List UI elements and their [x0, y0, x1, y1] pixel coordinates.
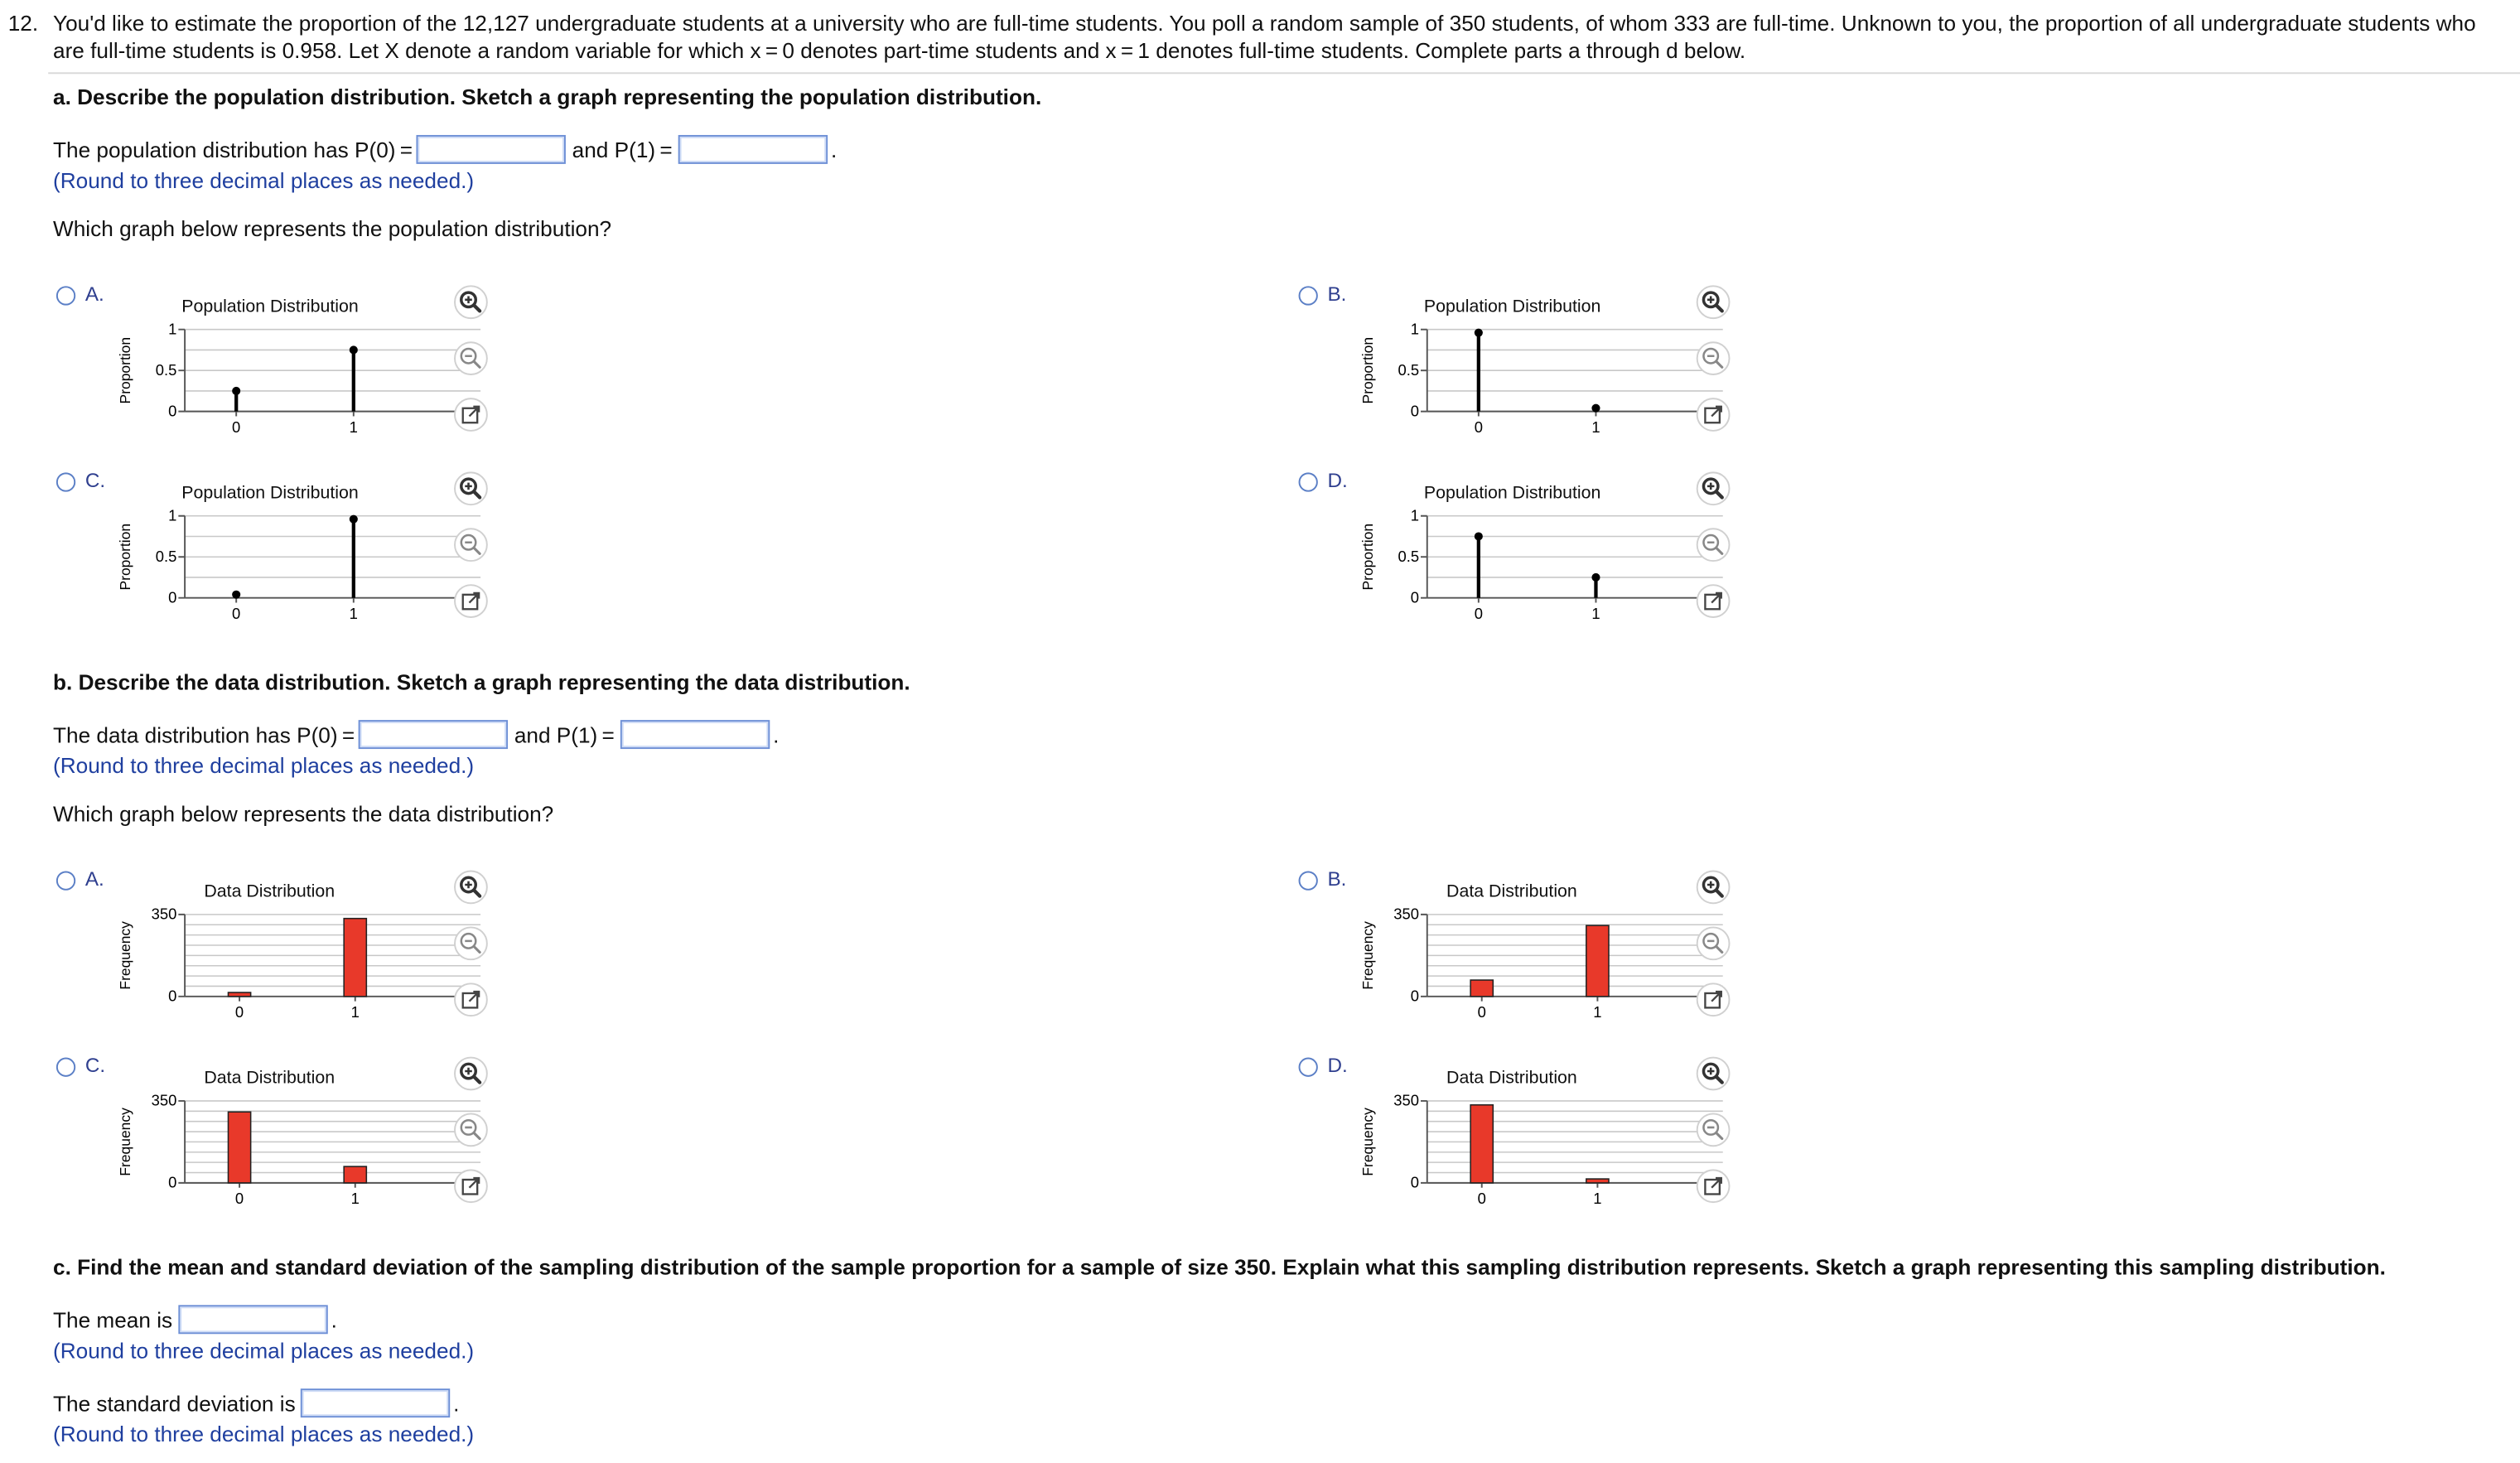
data-option-d-zoom-in-icon[interactable] — [1696, 1056, 1731, 1092]
population-graph-title: Population Distribution — [181, 297, 359, 317]
population-option-d-open-new-window-icon[interactable] — [1696, 583, 1731, 619]
data-option-b-open-new-window-icon[interactable] — [1696, 982, 1731, 1017]
part-b-p1-input[interactable] — [620, 720, 770, 749]
population-option-letter[interactable]: D. — [1327, 469, 1348, 492]
data-bar-x1 — [1586, 925, 1609, 997]
data-option-letter[interactable]: A. — [84, 867, 104, 891]
data-option-d-zoom-out-icon[interactable] — [1696, 1113, 1731, 1148]
data-chart[interactable] — [114, 1086, 500, 1247]
population-chart[interactable] — [114, 315, 500, 476]
population-x-tick-label: 1 — [349, 604, 358, 622]
data-y-axis-label: Frequency — [117, 921, 134, 990]
data-y-tick-label: 350 — [151, 905, 177, 923]
data-option-c-open-new-window-icon[interactable] — [453, 1168, 489, 1204]
data-y-axis-label: Frequency — [1359, 1108, 1376, 1176]
population-option-a-zoom-out-icon[interactable] — [453, 340, 489, 376]
data-option-a-open-new-window-icon[interactable] — [453, 982, 489, 1017]
part-b-p0-label: The data distribution has P(0) = — [53, 723, 355, 748]
part-a-p1-label: and P(1) = — [572, 138, 673, 162]
data-x-tick-label: 1 — [1593, 1003, 1602, 1021]
population-option-a-radio[interactable] — [56, 286, 75, 305]
population-point-x0 — [232, 591, 240, 599]
population-chart[interactable] — [114, 501, 500, 662]
population-point-x1 — [350, 345, 358, 354]
population-x-tick-label: 1 — [349, 418, 358, 436]
data-y-tick-label: 350 — [1393, 1091, 1420, 1109]
population-point-x0 — [232, 387, 240, 395]
population-y-tick-label: 0 — [1410, 402, 1420, 420]
population-y-tick-label: 1 — [168, 506, 177, 524]
part-a-graph-question: Which graph below represents the population distribution? — [53, 216, 612, 242]
data-graph-title: Data Distribution — [1446, 882, 1577, 902]
data-x-tick-label: 1 — [1593, 1190, 1602, 1208]
data-x-tick-label: 0 — [1477, 1190, 1486, 1208]
population-option-a-open-new-window-icon[interactable] — [453, 397, 489, 432]
population-x-tick-label: 0 — [232, 604, 241, 622]
data-option-c-radio[interactable] — [56, 1058, 75, 1077]
population-graph-title: Population Distribution — [1423, 483, 1601, 504]
population-y-tick-label: 0 — [168, 402, 177, 420]
data-chart[interactable] — [1356, 1086, 1742, 1247]
population-y-tick-label: 1 — [1410, 320, 1420, 338]
population-x-tick-label: 1 — [1591, 604, 1600, 622]
data-option-c-zoom-out-icon[interactable] — [453, 1113, 489, 1148]
population-y-tick-label: 0.5 — [1398, 361, 1420, 379]
population-y-tick-label: 0.5 — [155, 361, 177, 379]
population-option-d-zoom-out-icon[interactable] — [1696, 527, 1731, 563]
population-x-tick-label: 0 — [1474, 418, 1483, 436]
data-y-axis-label: Frequency — [1359, 921, 1376, 990]
data-bar-x0 — [228, 1112, 250, 1183]
population-option-letter[interactable]: C. — [84, 469, 106, 492]
population-x-tick-label: 0 — [1474, 604, 1483, 622]
data-option-d-radio[interactable] — [1299, 1058, 1318, 1077]
data-y-axis-label: Frequency — [117, 1108, 134, 1176]
population-graph-title: Population Distribution — [1423, 297, 1601, 317]
part-c-sd-label: The standard deviation is — [53, 1392, 296, 1417]
population-chart[interactable] — [1356, 315, 1742, 476]
part-b-p1-label: and P(1) = — [514, 723, 615, 748]
population-point-x1 — [350, 515, 358, 524]
population-option-b-open-new-window-icon[interactable] — [1696, 397, 1731, 432]
part-b-round-note: (Round to three decimal places as needed.) — [53, 753, 475, 778]
population-option-b-zoom-out-icon[interactable] — [1696, 340, 1731, 376]
data-option-a-zoom-out-icon[interactable] — [453, 925, 489, 961]
part-c-mean-label: The mean is — [53, 1308, 173, 1333]
data-option-b-zoom-in-icon[interactable] — [1696, 870, 1731, 905]
data-y-tick-label: 0 — [168, 1173, 177, 1191]
population-y-tick-label: 0 — [168, 588, 177, 606]
population-x-tick-label: 1 — [1591, 418, 1600, 436]
population-option-c-radio[interactable] — [56, 472, 75, 491]
population-graph-title: Population Distribution — [181, 483, 359, 504]
population-point-x0 — [1475, 532, 1483, 540]
data-x-tick-label: 0 — [234, 1003, 244, 1021]
part-c-sd-input[interactable] — [301, 1388, 450, 1417]
data-option-letter[interactable]: D. — [1327, 1054, 1348, 1077]
part-c-sd-period: . — [453, 1392, 460, 1417]
data-option-letter[interactable]: B. — [1327, 867, 1347, 891]
population-option-d-zoom-in-icon[interactable] — [1696, 471, 1731, 506]
data-chart[interactable] — [1356, 900, 1742, 1060]
part-b-p0-input[interactable] — [359, 720, 508, 749]
part-c-mean-round-note: (Round to three decimal places as needed.) — [53, 1339, 475, 1364]
population-point-x1 — [1591, 573, 1600, 582]
data-option-b-zoom-out-icon[interactable] — [1696, 925, 1731, 961]
data-option-b-radio[interactable] — [1299, 872, 1318, 891]
data-option-a-radio[interactable] — [56, 872, 75, 891]
population-option-a-zoom-in-icon[interactable] — [453, 284, 489, 320]
part-c-mean-period: . — [331, 1308, 337, 1333]
population-y-tick-label: 0.5 — [155, 548, 177, 566]
population-y-axis-label: Proportion — [1359, 523, 1376, 591]
question-number: 12. — [7, 11, 39, 36]
part-a-heading: a. Describe the population distribution. Sketch a graph representing the population distribution. — [53, 84, 1042, 109]
data-x-tick-label: 1 — [350, 1003, 360, 1021]
data-option-c-zoom-in-icon[interactable] — [453, 1056, 489, 1092]
data-option-letter[interactable]: C. — [84, 1054, 106, 1077]
population-option-b-zoom-in-icon[interactable] — [1696, 284, 1731, 320]
data-bar-x0 — [1470, 980, 1493, 997]
data-bar-x0 — [228, 992, 250, 997]
population-y-axis-label: Proportion — [117, 336, 134, 404]
data-x-tick-label: 0 — [234, 1190, 244, 1208]
problem-line-1: You'd like to estimate the proportion of the 12,127 undergraduate students at a university who are full-time students. You poll a random sample of 350 students, of whom 333 are full-time. Unknown to you, the proportion of all undergraduate students who — [53, 11, 2476, 36]
data-x-tick-label: 1 — [350, 1190, 360, 1208]
data-graph-title: Data Distribution — [1446, 1069, 1577, 1089]
population-option-c-open-new-window-icon[interactable] — [453, 583, 489, 619]
population-point-x0 — [1475, 329, 1483, 337]
data-bar-x0 — [1470, 1105, 1493, 1183]
data-bar-x1 — [1586, 1179, 1609, 1183]
population-y-tick-label: 0 — [1410, 588, 1420, 606]
part-c-sd-round-note: (Round to three decimal places as needed.) — [53, 1422, 475, 1447]
data-bar-x1 — [344, 1166, 366, 1183]
part-b-period: . — [773, 723, 780, 748]
population-option-b-radio[interactable] — [1299, 286, 1318, 305]
data-x-tick-label: 0 — [1477, 1003, 1486, 1021]
population-option-c-zoom-in-icon[interactable] — [453, 471, 489, 506]
part-b-graph-question: Which graph below represents the data distribution? — [53, 802, 554, 827]
problem-line-2: are full-time students is 0.958. Let X denote a random variable for which x = 0 denotes part-time students and x = 1 denotes full-time students. Complete parts a through d below. — [53, 37, 1746, 62]
population-option-d-radio[interactable] — [1299, 472, 1318, 491]
population-option-letter[interactable]: A. — [84, 282, 104, 306]
part-a-p0-input[interactable] — [416, 135, 565, 164]
population-y-tick-label: 1 — [168, 320, 177, 338]
data-y-tick-label: 0 — [1410, 1173, 1420, 1191]
data-y-tick-label: 0 — [168, 987, 177, 1005]
data-graph-title: Data Distribution — [204, 1069, 336, 1089]
part-c-mean-input[interactable] — [178, 1305, 327, 1334]
population-x-tick-label: 0 — [232, 418, 241, 436]
population-chart[interactable] — [1356, 501, 1742, 662]
data-option-a-zoom-in-icon[interactable] — [453, 870, 489, 905]
part-a-period: . — [831, 138, 838, 162]
divider — [48, 72, 2520, 74]
data-chart[interactable] — [114, 900, 500, 1060]
part-b-heading: b. Describe the data distribution. Sketch a graph representing the data distribution. — [53, 670, 910, 695]
population-point-x1 — [1591, 404, 1600, 413]
population-option-letter[interactable]: B. — [1327, 282, 1347, 306]
part-c-heading: c. Find the mean and standard deviation of the sampling distribution of the sample proportion for a sample of size 350. Explain what this sampling distribution represents. Sketch a graph representing this sampling distribution. — [53, 1255, 2386, 1280]
population-y-tick-label: 1 — [1410, 506, 1420, 524]
population-option-c-zoom-out-icon[interactable] — [453, 527, 489, 563]
data-graph-title: Data Distribution — [204, 882, 336, 902]
data-y-tick-label: 0 — [1410, 987, 1420, 1005]
population-y-tick-label: 0.5 — [1398, 548, 1420, 566]
population-y-axis-label: Proportion — [117, 523, 134, 591]
data-y-tick-label: 350 — [1393, 905, 1420, 923]
population-y-axis-label: Proportion — [1359, 336, 1376, 404]
part-a-p0-label: The population distribution has P(0) = — [53, 138, 413, 162]
data-bar-x1 — [344, 919, 366, 997]
data-option-d-open-new-window-icon[interactable] — [1696, 1168, 1731, 1204]
problem-text — [53, 12, 2512, 65]
part-a-p1-input[interactable] — [678, 135, 828, 164]
part-a-round-note: (Round to three decimal places as needed.) — [53, 168, 475, 193]
data-y-tick-label: 350 — [151, 1091, 177, 1109]
